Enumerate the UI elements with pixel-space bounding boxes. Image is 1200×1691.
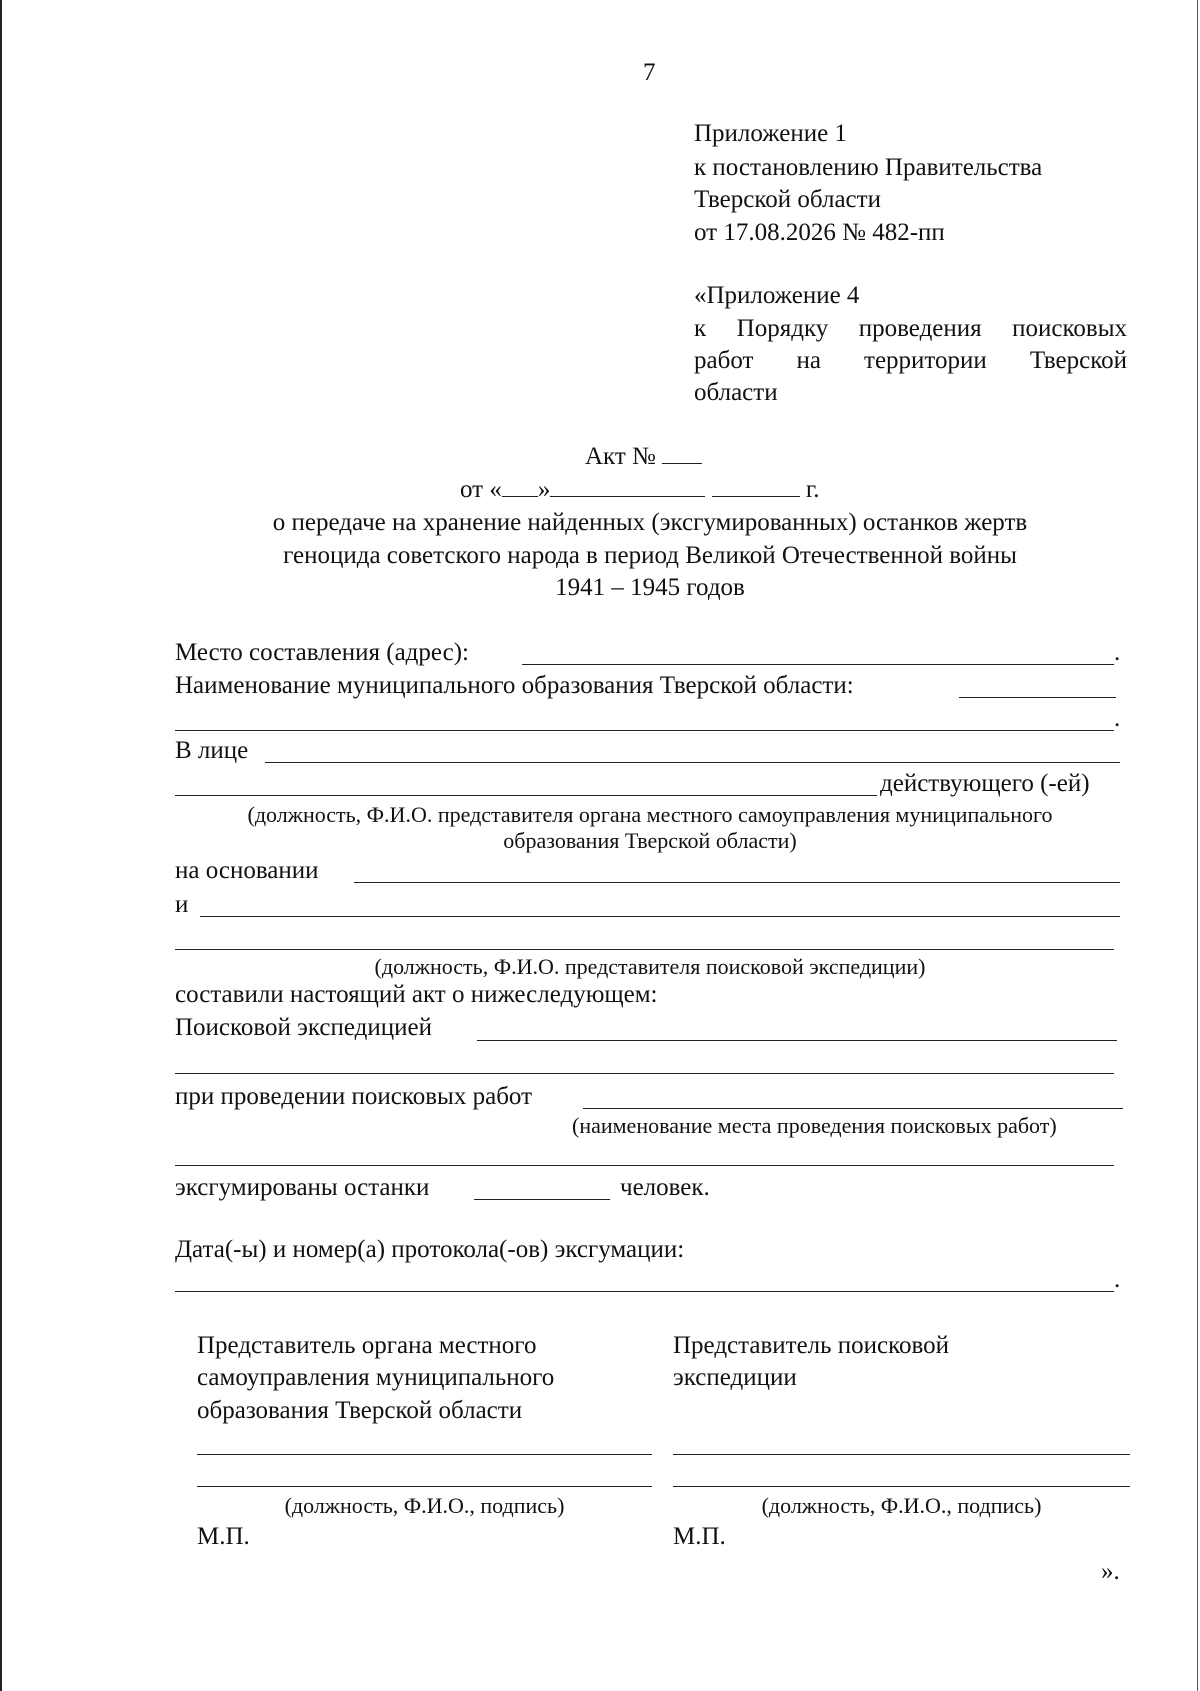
place-label: Место составления (адрес): [175, 639, 469, 666]
appendix-1-line-3: Тверской области [694, 186, 881, 213]
municipality-field-line-2[interactable] [175, 730, 1114, 731]
act-date-suffix: г. [805, 476, 820, 503]
protocol-field[interactable] [175, 1291, 1114, 1292]
works-hint: (наименование места проведения поисковых работ) [572, 1113, 1057, 1138]
works-label: при проведении поисковых работ [175, 1083, 533, 1110]
signature-right-stamp: М.П. [673, 1523, 726, 1550]
act-subtitle-3: 1941 – 1945 годов [555, 574, 745, 601]
act-number-field[interactable] [662, 441, 702, 464]
and-label: и [175, 891, 189, 918]
act-date-day-field[interactable] [502, 474, 538, 497]
signature-left-line-2: самоуправления муниципального [197, 1364, 555, 1391]
signature-left-field-2[interactable] [197, 1486, 652, 1487]
and-field[interactable] [200, 916, 1120, 917]
acting-field[interactable] [175, 795, 877, 796]
works-field[interactable] [583, 1108, 1123, 1109]
basis-label: на основании [175, 857, 319, 884]
signature-right-field-1[interactable] [673, 1454, 1130, 1455]
compiled-text: составили настоящий акт о нижеследующем: [175, 981, 658, 1008]
act-date [460, 474, 820, 506]
signature-right-line-2: экспедиции [673, 1364, 797, 1391]
signature-right-hint: (должность, Ф.И.О., подпись) [761, 1493, 1042, 1518]
signature-left-hint: (должность, Ф.И.О., подпись) [284, 1493, 565, 1518]
place-end: . [1114, 639, 1121, 666]
act-date-mid: » [537, 476, 551, 503]
and-field-line-2[interactable] [175, 949, 1114, 950]
appendix-4-line-4: области [694, 379, 778, 406]
act-subtitle-2: геноцида советского народа в период Великой Отечественной войны [283, 542, 1017, 569]
works-field-line-2[interactable] [175, 1165, 1114, 1166]
place-field[interactable] [522, 664, 1114, 665]
act-date-year-field[interactable] [712, 474, 800, 497]
expedition-label: Поисковой экспедицией [175, 1014, 432, 1041]
municipality-label: Наименование муниципального образования Тверской области: [175, 672, 854, 699]
official-hint-1: (должность, Ф.И.О. представителя органа местного самоуправления муниципального [247, 802, 1053, 827]
scan-edge-right [1197, 0, 1198, 1691]
signature-left-line-1: Представитель органа местного [197, 1332, 537, 1359]
protocol-label: Дата(-ы) и номер(а) протокола(-ов) эксгумации: [175, 1236, 685, 1263]
expedition-field[interactable] [477, 1040, 1117, 1041]
appendix-4-line-3: работ на территории Тверской [694, 347, 1127, 374]
expedition-hint: (должность, Ф.И.О. представителя поисковой экспедиции) [374, 954, 926, 979]
appendix-4-line-1: «Приложение 4 [694, 282, 860, 309]
protocol-end: . [1114, 1266, 1121, 1293]
official-hint-2: образования Тверской области) [503, 828, 797, 853]
signature-left-field-1[interactable] [197, 1454, 652, 1455]
remains-suffix: человек. [620, 1174, 710, 1201]
municipality-end: . [1114, 705, 1121, 732]
acting-label: действующего (-ей) [880, 770, 1090, 797]
remains-label: эксгумированы останки [175, 1174, 430, 1201]
in-person-label: В лице [175, 737, 249, 764]
appendix-1-line-2: к постановлению Правительства [694, 154, 1043, 181]
municipality-field[interactable] [959, 697, 1116, 698]
appendix-4-line-2: к Порядку проведения поисковых [694, 315, 1127, 342]
remains-count-field[interactable] [474, 1199, 610, 1200]
appendix-1-line-4: от 17.08.2026 № 482-пп [694, 219, 945, 246]
appendix-1-line-1: Приложение 1 [694, 120, 847, 147]
signature-right-field-2[interactable] [673, 1486, 1130, 1487]
act-date-prefix: от « [460, 476, 502, 503]
act-date-month-field[interactable] [550, 474, 705, 497]
signature-left-line-3: образования Тверской области [197, 1397, 523, 1424]
closing-quote: ». [1101, 1558, 1120, 1585]
act-title-label: Акт № [585, 443, 656, 470]
act-title [585, 441, 702, 473]
basis-field[interactable] [354, 882, 1120, 883]
expedition-field-line-2[interactable] [175, 1073, 1114, 1074]
act-subtitle-1: о передаче на хранение найденных (эксгумированных) останков жертв [272, 509, 1028, 536]
in-person-field[interactable] [265, 762, 1120, 763]
scan-edge-left [0, 0, 2, 1691]
page-number: 7 [643, 59, 656, 86]
signature-left-stamp: М.П. [197, 1523, 250, 1550]
signature-right-line-1: Представитель поисковой [673, 1332, 950, 1359]
